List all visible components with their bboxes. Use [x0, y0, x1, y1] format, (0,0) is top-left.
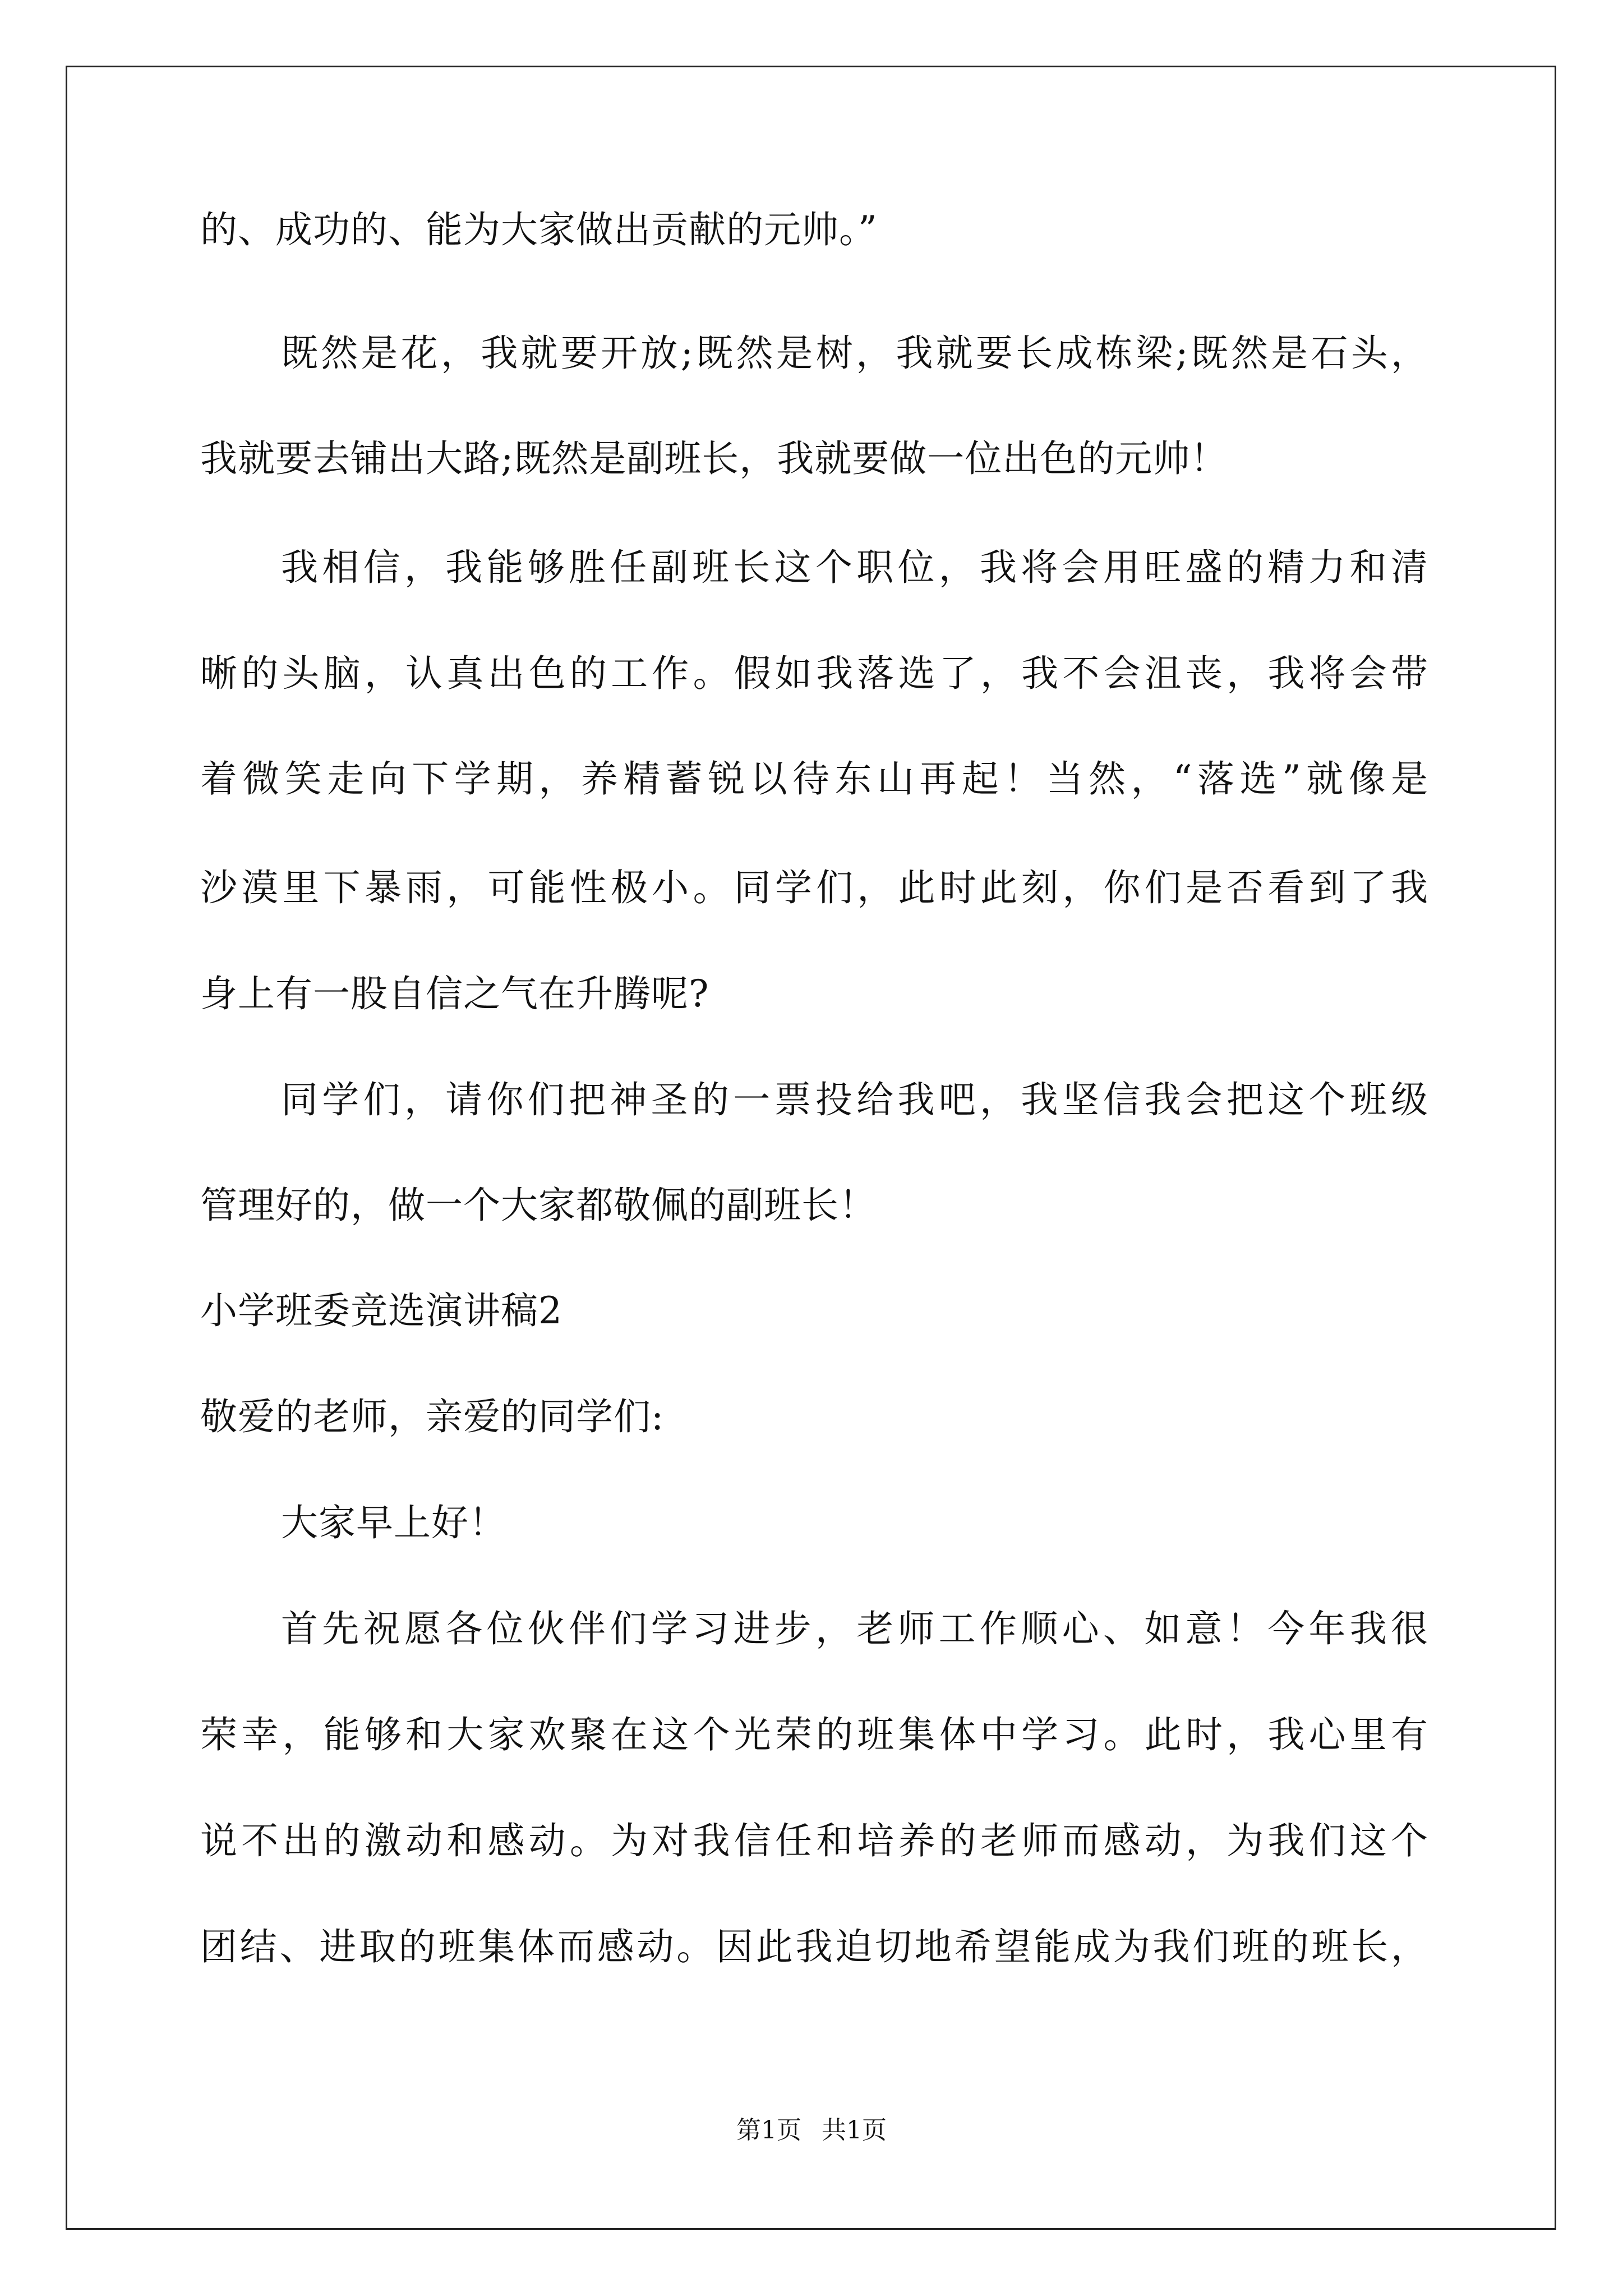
section-heading: 小学班委竞选演讲稿2	[200, 1289, 562, 1332]
page-number: 第1页	[736, 2116, 801, 2145]
text-line: 团结、进取的班集体而感动。因此我迫切地希望能成为我们班的班长，	[200, 1925, 1428, 1968]
text-line: 管理好的，做一个大家都敬佩的副班长！	[200, 1184, 877, 1227]
page-border	[66, 66, 1556, 2230]
greeting: 大家早上好！	[281, 1501, 506, 1544]
text-line: 既然是花，我就要开放;既然是树，我就要长成栋梁;既然是石头，	[281, 332, 1428, 375]
page-total: 共1页	[822, 2116, 887, 2145]
text-line: 荣幸，能够和大家欢聚在这个光荣的班集体中学习。此时，我心里有	[200, 1713, 1428, 1756]
text-line: 沙漠里下暴雨，可能性极小。同学们，此时此刻，你们是否看到了我	[200, 866, 1428, 909]
page-footer	[0, 2115, 1623, 2146]
text-line: 首先祝愿各位伙伴们学习进步，老师工作顺心、如意！今年我很	[281, 1607, 1428, 1650]
text-line: 的、成功的、能为大家做出贡献的元帅。”	[200, 208, 878, 251]
salutation: 敬爱的老师，亲爱的同学们:	[200, 1395, 665, 1438]
text-line: 同学们，请你们把神圣的一票投给我吧，我坚信我会把这个班级	[281, 1078, 1428, 1121]
text-line: 着微笑走向下学期，养精蓄锐以待东山再起！当然，“落选”就像是	[200, 757, 1428, 800]
text-line: 我相信，我能够胜任副班长这个职位，我将会用旺盛的精力和清	[281, 546, 1428, 589]
text-line: 身上有一股自信之气在升腾呢?	[200, 972, 709, 1015]
text-line: 我就要去铺出大路;既然是副班长，我就要做一位出色的元帅！	[200, 437, 1228, 480]
text-line: 晰的头脑，认真出色的工作。假如我落选了，我不会沮丧，我将会带	[200, 652, 1428, 695]
text-line: 说不出的激动和感动。为对我信任和培养的老师而感动，为我们这个	[200, 1819, 1428, 1862]
